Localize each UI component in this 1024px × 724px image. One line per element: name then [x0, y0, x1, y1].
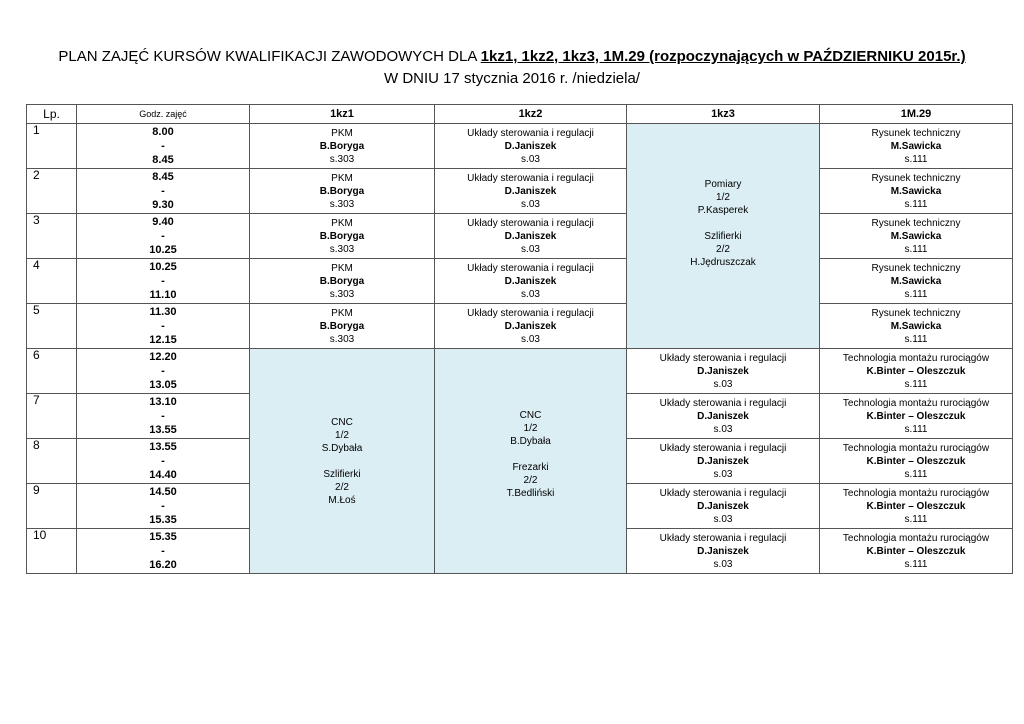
- time-separator: -: [161, 185, 165, 197]
- cell-1kz2: [435, 214, 627, 259]
- subject: Układy sterowania i regulacji: [659, 487, 787, 499]
- room: s.03: [521, 333, 540, 345]
- time-end: 9.30: [152, 199, 174, 211]
- time-cell: [77, 394, 250, 439]
- group-part: 2/2: [716, 243, 730, 255]
- time-separator: -: [161, 410, 165, 422]
- cell-1kz2: [435, 169, 627, 214]
- time-start: 12.20: [149, 351, 177, 363]
- group-part: 1/2: [716, 191, 730, 203]
- cell-1m29: [820, 214, 1013, 259]
- subject: PKM: [331, 127, 353, 139]
- time-start: 8.00: [152, 126, 174, 138]
- teacher: B.Boryga: [319, 140, 365, 152]
- time-cell: [77, 439, 250, 484]
- time-start: 13.55: [149, 441, 177, 453]
- time-separator: -: [161, 275, 165, 287]
- table-row: [27, 349, 1013, 394]
- teacher: D.Janiszek: [697, 455, 749, 467]
- row-number: 2: [27, 169, 77, 214]
- subject: Rysunek techniczny: [871, 307, 961, 319]
- room: s.111: [904, 558, 928, 570]
- teacher: K.Binter – Oleszczuk: [866, 545, 966, 557]
- room: s.03: [521, 288, 540, 300]
- header-godz: Godz. zajęć: [77, 105, 250, 124]
- subject: Szlifierki: [323, 468, 361, 480]
- time-separator: -: [161, 500, 165, 512]
- table-row: [27, 304, 1013, 349]
- time-separator: -: [161, 455, 165, 467]
- room: s.303: [329, 333, 355, 345]
- time-start: 13.10: [149, 396, 177, 408]
- room: s.111: [904, 423, 928, 435]
- teacher: P.Kasperek: [697, 204, 749, 216]
- time-start: 14.50: [149, 486, 177, 498]
- time-separator: -: [161, 140, 165, 152]
- subject: Technologia montażu rurociągów: [842, 532, 990, 544]
- time-cell: [77, 349, 250, 394]
- room: s.03: [713, 423, 733, 435]
- page-title: [0, 46, 1024, 90]
- title-line-2: W DNIU 17 stycznia 2016 r. /niedziela/: [384, 70, 640, 87]
- teacher: D.Janiszek: [697, 410, 749, 422]
- time-end: 15.35: [149, 514, 177, 526]
- subject: Układy sterowania i regulacji: [659, 352, 787, 364]
- table-row: [27, 259, 1013, 304]
- time-cell: [77, 304, 250, 349]
- table-row: [27, 214, 1013, 259]
- cell-1kz2: [435, 124, 627, 169]
- header-1m29: 1M.29: [820, 105, 1013, 124]
- cell-1kz1-merged: [250, 349, 435, 574]
- teacher: D.Janiszek: [697, 500, 749, 512]
- cell-1kz1: [250, 214, 435, 259]
- cell-1kz2-merged: [435, 349, 627, 574]
- time-cell: [77, 124, 250, 169]
- cell-1m29: [820, 349, 1013, 394]
- cell-1kz3: [627, 394, 820, 439]
- header-1kz2: 1kz2: [435, 105, 627, 124]
- teacher: M.Sawicka: [890, 185, 942, 197]
- teacher: M.Sawicka: [890, 275, 942, 287]
- room: s.111: [904, 288, 928, 300]
- cell-1kz2: [435, 304, 627, 349]
- subject: Układy sterowania i regulacji: [467, 127, 594, 139]
- room: s.111: [904, 198, 928, 210]
- title-prefix: PLAN ZAJĘĆ KURSÓW KWALIFIKACJI ZAWODOWYCH DLA: [58, 48, 481, 65]
- subject: Układy sterowania i regulacji: [659, 532, 787, 544]
- room: s.03: [713, 558, 733, 570]
- schedule-table: [26, 104, 1013, 574]
- subject: PKM: [331, 217, 353, 229]
- room: s.111: [904, 243, 928, 255]
- time-end: 13.05: [149, 379, 177, 391]
- room: s.303: [329, 198, 355, 210]
- subject: Układy sterowania i regulacji: [659, 442, 787, 454]
- row-number: 1: [27, 124, 77, 169]
- room: s.303: [329, 288, 355, 300]
- spacer: [627, 269, 819, 282]
- teacher: D.Janiszek: [504, 320, 557, 332]
- teacher: M.Sawicka: [890, 320, 942, 332]
- cell-1kz3-merged: [627, 124, 820, 349]
- cell-1m29: [820, 259, 1013, 304]
- subject: Technologia montażu rurociągów: [842, 397, 990, 409]
- time-cell: [77, 484, 250, 529]
- time-end: 14.40: [149, 469, 177, 481]
- teacher: K.Binter – Oleszczuk: [866, 365, 966, 377]
- teacher: B.Boryga: [319, 320, 365, 332]
- header-row: [27, 105, 1013, 124]
- row-number: 4: [27, 259, 77, 304]
- time-separator: -: [161, 230, 165, 242]
- row-number: 5: [27, 304, 77, 349]
- spacer: [250, 455, 434, 468]
- header-lp: Lp.: [27, 105, 77, 124]
- teacher: D.Janiszek: [504, 185, 557, 197]
- teacher: M.Sawicka: [890, 230, 942, 242]
- room: s.03: [713, 378, 733, 390]
- spacer: [627, 217, 819, 230]
- subject: Pomiary: [704, 178, 742, 190]
- time-cell: [77, 214, 250, 259]
- time-cell: [77, 169, 250, 214]
- subject: Układy sterowania i regulacji: [659, 397, 787, 409]
- room: s.111: [904, 378, 928, 390]
- teacher: B.Boryga: [319, 185, 365, 197]
- teacher: D.Janiszek: [504, 230, 557, 242]
- spacer: [435, 448, 626, 461]
- room: s.111: [904, 468, 928, 480]
- teacher: K.Binter – Oleszczuk: [866, 500, 966, 512]
- time-end: 13.55: [149, 424, 177, 436]
- spacer: [627, 282, 819, 295]
- cell-1m29: [820, 529, 1013, 574]
- subject: Układy sterowania i regulacji: [467, 307, 594, 319]
- row-number: 7: [27, 394, 77, 439]
- subject: PKM: [331, 262, 353, 274]
- subject: Rysunek techniczny: [871, 262, 961, 274]
- cell-1kz1: [250, 259, 435, 304]
- subject: CNC: [331, 416, 353, 428]
- time-separator: -: [161, 365, 165, 377]
- time-start: 8.45: [152, 171, 174, 183]
- teacher: D.Janiszek: [504, 275, 557, 287]
- row-number: 3: [27, 214, 77, 259]
- teacher: K.Binter – Oleszczuk: [866, 455, 966, 467]
- cell-1kz1: [250, 304, 435, 349]
- room: s.111: [904, 333, 928, 345]
- subject: Technologia montażu rurociągów: [842, 352, 990, 364]
- title-line-1: [0, 46, 1024, 68]
- teacher: M.Sawicka: [890, 140, 942, 152]
- room: s.03: [521, 243, 540, 255]
- subject: Technologia montażu rurociągów: [842, 487, 990, 499]
- cell-1kz3: [627, 529, 820, 574]
- teacher: D.Janiszek: [697, 545, 749, 557]
- time-separator: -: [161, 320, 165, 332]
- spacer: [435, 500, 626, 513]
- time-end: 10.25: [149, 244, 177, 256]
- time-start: 15.35: [149, 531, 177, 543]
- table-row: [27, 169, 1013, 214]
- room: s.03: [713, 513, 733, 525]
- time-end: 11.10: [149, 289, 177, 301]
- row-number: 10: [27, 529, 77, 574]
- cell-1kz1: [250, 169, 435, 214]
- subject: Rysunek techniczny: [871, 172, 961, 184]
- cell-1m29: [820, 124, 1013, 169]
- time-start: 11.30: [149, 306, 177, 318]
- subject: Układy sterowania i regulacji: [467, 172, 594, 184]
- subject: CNC: [519, 410, 542, 421]
- cell-1m29: [820, 169, 1013, 214]
- room: s.03: [521, 198, 540, 210]
- room: s.303: [329, 243, 355, 255]
- teacher: K.Binter – Oleszczuk: [866, 410, 966, 422]
- subject: PKM: [331, 172, 353, 184]
- teacher: S.Dybała: [321, 442, 363, 454]
- subject: PKM: [331, 307, 353, 319]
- time-end: 12.15: [149, 334, 177, 346]
- subject: Szlifierki: [704, 230, 742, 242]
- cell-1m29: [820, 304, 1013, 349]
- teacher: D.Janiszek: [504, 140, 557, 152]
- group-part: 1/2: [335, 429, 349, 441]
- cell-1kz3: [627, 439, 820, 484]
- header-1kz3: 1kz3: [627, 105, 820, 124]
- cell-1kz2: [435, 259, 627, 304]
- subject: Rysunek techniczny: [871, 127, 961, 139]
- time-cell: [77, 529, 250, 574]
- teacher: B.Boryga: [319, 275, 365, 287]
- time-end: 8.45: [152, 154, 174, 166]
- time-start: 10.25: [149, 261, 177, 273]
- subject: Rysunek techniczny: [871, 217, 961, 229]
- table-row: [27, 124, 1013, 169]
- title-groups: 1kz1, 1kz2, 1kz3, 1M.29 (rozpoczynających w PAŹDZIERNIKU 2015r.): [480, 48, 966, 65]
- row-number: 8: [27, 439, 77, 484]
- teacher: B.Dybała: [510, 436, 551, 447]
- row-number: 9: [27, 484, 77, 529]
- header-1kz1: 1kz1: [250, 105, 435, 124]
- time-separator: -: [161, 545, 165, 557]
- teacher: B.Boryga: [319, 230, 365, 242]
- teacher: H.Jędruszczak: [690, 256, 756, 268]
- cell-1kz3: [627, 484, 820, 529]
- room: s.111: [904, 513, 928, 525]
- teacher: D.Janiszek: [697, 365, 749, 377]
- time-start: 9.40: [152, 216, 174, 228]
- group-part: 2/2: [523, 475, 538, 486]
- cell-1kz3: [627, 349, 820, 394]
- teacher: M.Łoś: [328, 494, 356, 506]
- room: s.03: [521, 153, 540, 165]
- group-part: 1/2: [523, 423, 538, 434]
- cell-1kz1: [250, 124, 435, 169]
- subject: Układy sterowania i regulacji: [467, 217, 594, 229]
- teacher: T.Bedliński: [506, 488, 555, 499]
- group-part: 2/2: [335, 481, 349, 493]
- subject: Frezarki: [512, 462, 549, 473]
- room: s.03: [713, 468, 733, 480]
- cell-1m29: [820, 484, 1013, 529]
- subject: Układy sterowania i regulacji: [467, 262, 594, 274]
- subject: Technologia montażu rurociągów: [842, 442, 990, 454]
- row-number: 6: [27, 349, 77, 394]
- cell-1m29: [820, 439, 1013, 484]
- room: s.303: [329, 153, 355, 165]
- time-cell: [77, 259, 250, 304]
- room: s.111: [904, 153, 928, 165]
- cell-1m29: [820, 394, 1013, 439]
- time-end: 16.20: [149, 559, 177, 571]
